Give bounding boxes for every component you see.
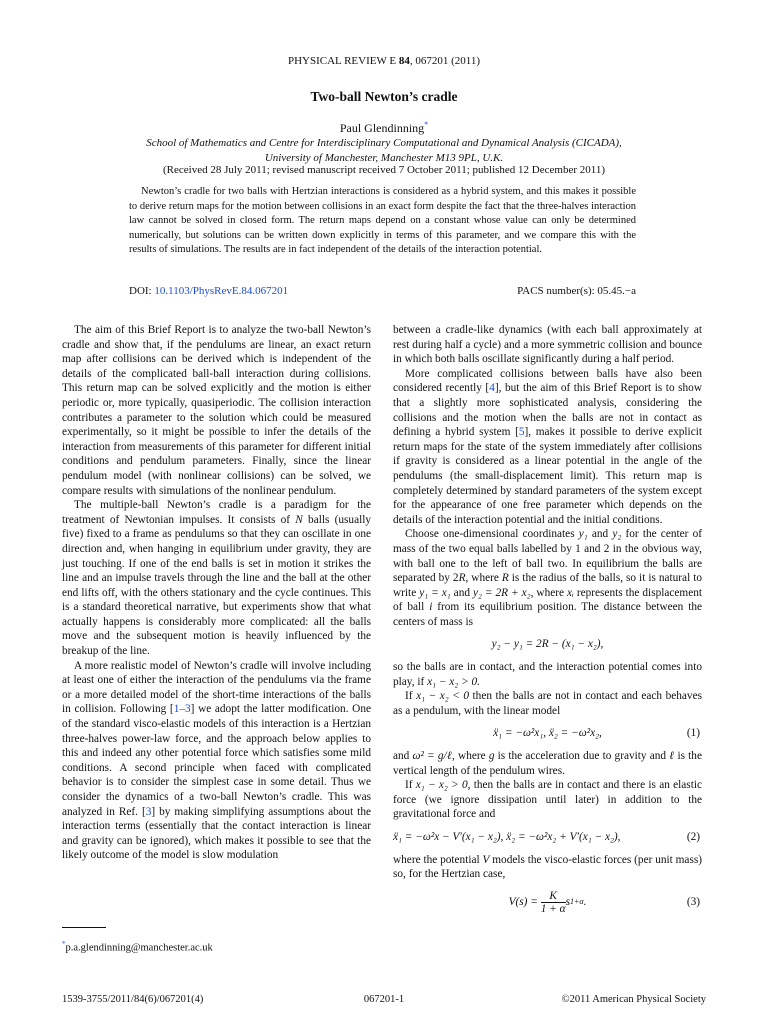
fraction: $\frac{K}{1 + \alpha}$ — [540, 889, 566, 915]
author-footnote-mark[interactable]: * — [424, 120, 429, 129]
paragraph: The aim of this Brief Report is to analyze the two-ball Newton’s cradle and show that, if the pendulums are linear, an exact return map after collisions can be derived which is independent of the details of the complicated ball-ball interaction during collisions. This return map can be solved explicitly and the motion is either periodic or, more typically, quasiperiodic. The collision interaction contributes a parameter to the solution which could be measured experimentally, so it might be possible to infer the details of the interaction from measurements of this parameter for different initial conditions and pendulum parameters. Finally, since the linear pendulum model (with nonlinear collisions) can be solved, we compare results with simulations of the nonlinear pendulum. — [62, 324, 371, 497]
paragraph: Choose one-dimensional coordinates y₁ and y₂ for the center of mass of the two equal balls labelled by 1 and 2 in the obvious way, with ball one to the left of ball two. In equilibrium the balls are separated by 2R, where R is the radius of the balls, so it is natural to write y₁ = x₁ and y₂ = 2R + x₂, where xᵢ represents the displacement of ball i from its equilibrium position. The distance between the centers of mass is — [393, 528, 703, 628]
author: Paul Glendinning* — [339, 120, 429, 135]
left-column — [62, 323, 371, 863]
paragraph: The multiple-ball Newton’s cradle is a paradigm for the treatment of Newtonian impulses. It consists of N balls (usually five) fixed to a frame as pendulums so that they can oscillate in one direction and, when hanging in equilibrium under gravity, they are just touching. If one of the end balls is set in motion it strikes the line and an impulse travels through the line and the ball at the other end lifts off, with the others stationary and the cycle continues. This is a standard theoretical narrative, but experiments show that what actually happens is considerably more complicated: all the balls move and the subsequent motion is heavily influenced by the breakup of the line. — [62, 499, 372, 658]
footer-page-number: 067201-1 — [363, 994, 405, 1005]
footnote: *p.a.glendinning@manchester.ac.uk — [62, 940, 213, 954]
author-email: p.a.glendinning@manchester.ac.uk — [65, 942, 213, 954]
right-column — [393, 323, 702, 923]
abstract: Newton’s cradle for two balls with Hertzian interactions is considered as a hybrid system, and this makes it possible to derive return maps for the motion between collisions in an exact form despite the fact that the three-halves interaction law cannot be solved in closed form. The return maps depend on a constant whose value can only be determined numerically, but solutions can be written down explicitly in terms of this parameter, and we compare this with the results of simulations. The results are in fact independent of the details of the interaction potential. — [129, 186, 636, 255]
doi-link[interactable]: 10.1103/PhysRevE.84.067201 — [154, 285, 289, 297]
footnote-rule — [62, 927, 106, 928]
received-dates: (Received 28 July 2011; revised manuscript received 7 October 2011; published 12 December 2011) — [162, 164, 605, 176]
affiliation: School of Mathematics and Centre for Interdisciplinary Computational and Dynamical Analysis (CICADA), University of Manchester, Manchester M13 9PL, U.K. — [146, 137, 622, 164]
paragraph: More complicated collisions between balls have also been considered recently [4], but the aim of this Brief Report is to show that a slightly more sophisticated analysis, considering the collisions and the motion when the balls are not in contact as defining a hybrid system [5], makes it possible to derive explicit return maps for the state of the system immediately after collisions if gravity is considered as a linear potential in the angle of the pendulums (the small-displacement limit). This return map is completely determined by standard parameters of the system except for the appearance of one free parameter which depends on the details of the interaction potential and the initial conditions. — [393, 367, 702, 526]
equation-2: ẍ₁ = −ω²x − V′(x₁ − x₂), ẍ₂ = −ω²x₂ + V′(x₁ − x₂), (2) — [393, 831, 700, 843]
pacs-numbers: PACS number(s): 05.45.−a — [517, 285, 636, 297]
paragraph: where the potential V models the visco-elastic forces (per unit mass) so, for the Hertzian case, — [393, 853, 702, 881]
equation-1: ẍ₁ = −ω²x₁, ẍ₂ = −ω²x₂, (1) — [493, 727, 700, 740]
paragraph: and ω² = g/ℓ, where g is the acceleration due to gravity and ℓ is the vertical length of the pendulum wires. — [393, 750, 702, 777]
footer-copyright: ©2011 American Physical Society — [561, 994, 706, 1005]
paragraph: between a cradle-like dynamics (with each ball approximately at rest during half a cycle) and a more symmetric collision and bounce in which both balls oscillate significantly during a half period. — [393, 324, 702, 366]
paragraph: If x₁ − x₂ < 0 then the balls are not in contact and each behaves as a pendulum, with the linear model — [393, 690, 702, 717]
equation: y₂ − y₁ = 2R − (x₁ − x₂), — [491, 638, 604, 651]
paragraph: If x₁ − x₂ > 0, then the balls are in contact and there is an elastic force (we ignore dissipation until later) in addition to the gravitational force and — [393, 779, 702, 821]
citation-link[interactable]: 1–3 — [173, 703, 191, 716]
paragraph: A more realistic model of Newton’s cradle will involve including at least one of either the interaction of the pendulums via the frame or a more detailed model of the short-time interactions of the balls in collision. Following [1–3] we adopt the latter modification. One of the standard visco-elastic models of this interaction is a Hertzian three-halves power-law force, and the approach below applies to this and indeed any other potential force which satisfies some mild conditions. A second principle when faced with complicated behavior is to consider the simplest case in some detail. Thus we consider the dynamics of a two-ball Newton’s cradle. This was analyzed in Ref. [3] by making simplifying assumptions about the interaction terms (essentially that the contact interaction is linear and gravity can be ignored), which makes it possible to see that the likely outcome of the model is slow modulation — [62, 659, 371, 862]
equation-number: (2) — [686, 831, 700, 843]
footer-issn: 1539-3755/2011/84(6)/067201(4) — [62, 994, 204, 1005]
paper-title: Two-ball Newton’s cradle — [310, 89, 458, 104]
equation-number: (3) — [686, 895, 700, 908]
citation-link[interactable]: 3 — [145, 805, 152, 818]
equation-3: V(s) = $\frac{K}{1 + \alpha}$ s 1+α . (3) — [508, 889, 700, 915]
citation-link[interactable]: 5 — [518, 426, 525, 439]
citation-link[interactable]: 4 — [489, 382, 495, 395]
equation-number: (1) — [686, 727, 700, 740]
paragraph: so the balls are in contact, and the interaction potential comes into play, if x₁ − x₂ > 0. — [393, 661, 702, 688]
doi: DOI: 10.1103/PhysRevE.84.067201 — [129, 285, 289, 297]
journal-header: PHYSICAL REVIEW E 84, 067201 (2011) — [287, 55, 481, 67]
